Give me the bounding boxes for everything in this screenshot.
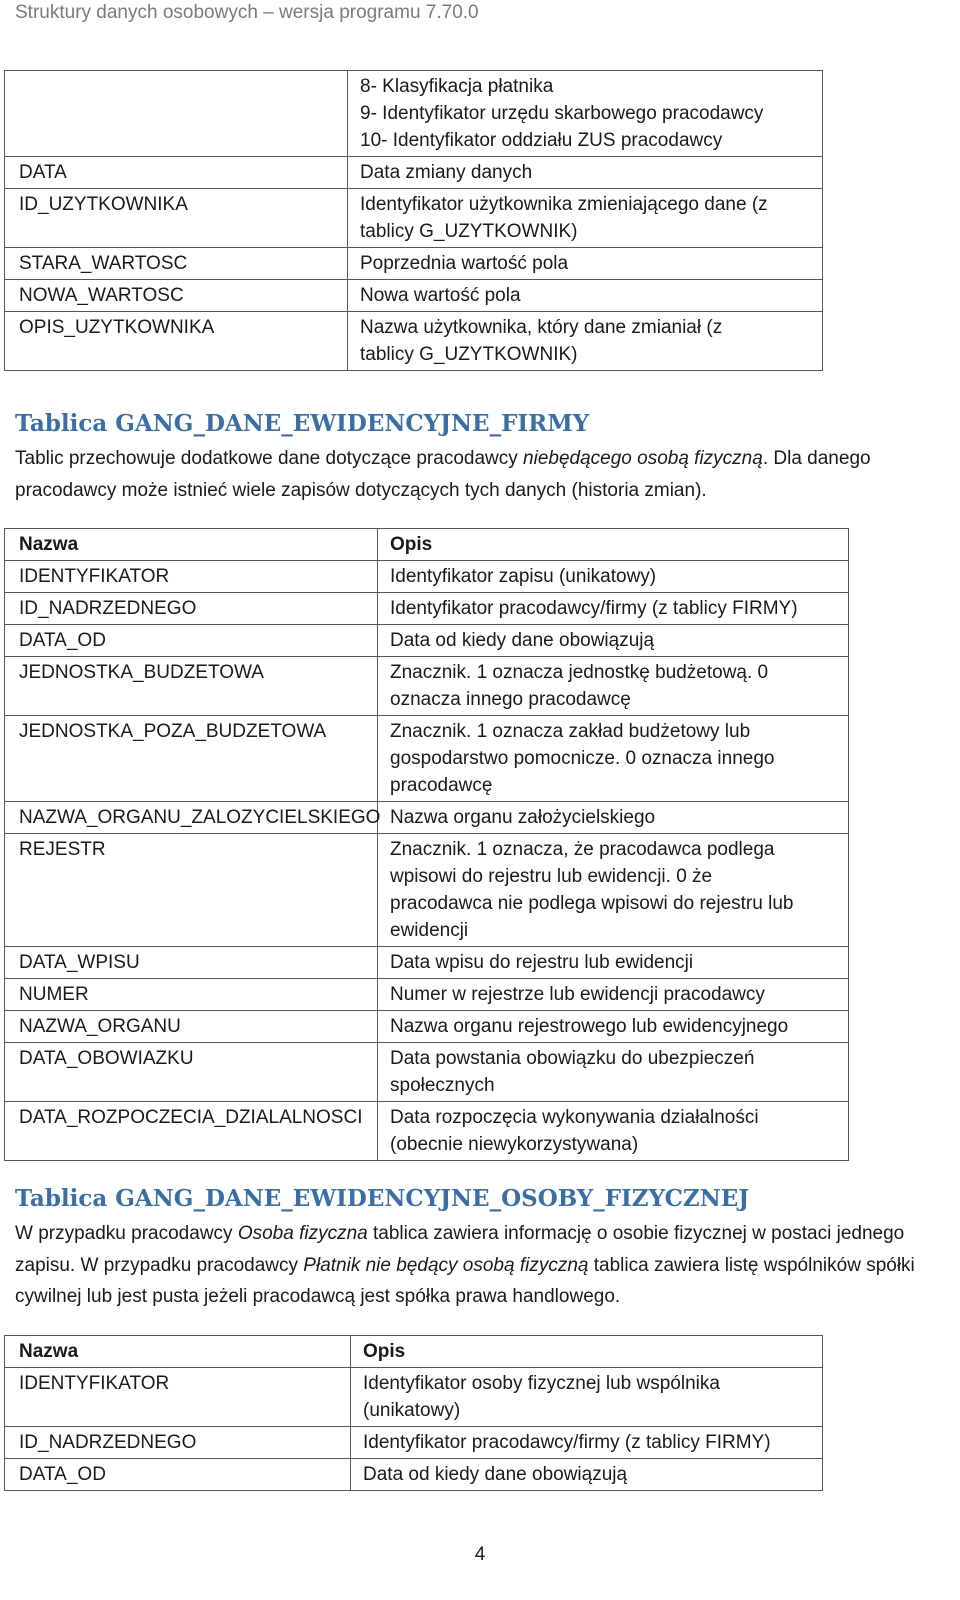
field-name-cell: NOWA_WARTOSC: [5, 280, 348, 312]
description-line: Data powstania obowiązku do ubezpieczeń: [390, 1048, 755, 1069]
description-line: Nazwa użytkownika, który dane zmianiał (z: [360, 317, 723, 338]
field-description-cell: [378, 716, 849, 802]
description-line: 9- Identyfikator urzędu skarbowego pracodawcy: [360, 103, 764, 124]
table-row: [5, 1102, 849, 1161]
table-row: [5, 1043, 849, 1102]
table-row: [5, 561, 849, 593]
column-header-desc: Opis: [378, 529, 849, 561]
section-heading-firmy: Tablica GANG_DANE_EWIDENCYJNE_FIRMY: [15, 410, 590, 437]
field-description-cell: [378, 1102, 849, 1161]
description-line: Znacznik. 1 oznacza jednostkę budżetową. 0: [390, 662, 769, 683]
description-line: Data wpisu do rejestru lub ewidencji: [390, 952, 694, 973]
field-description-cell: [378, 1011, 849, 1043]
table-row: [5, 71, 823, 157]
section-osoby-fizycznej-description: W przypadku pracodawcy Osoba fizyczna tablica zawiera informację o osobie fizycznej w postaci jednego zapisu. W przypadku pracodawcy Płatnik nie będący osobą fizyczną tablica zawiera listę wspólników spółki cywilnej lub jest pusta jeżeli pracodawcą jest spółka prawa handlowego.: [15, 1223, 915, 1307]
field-description-cell: [378, 625, 849, 657]
table-row: [5, 1459, 823, 1491]
description-line: (obecnie niewykorzystywana): [390, 1134, 639, 1155]
description-line: Identyfikator użytkownika zmieniającego dane (z: [360, 194, 768, 215]
field-name-cell: IDENTYFIKATOR: [5, 561, 378, 593]
description-line: 10- Identyfikator oddziału ZUS pracodawcy: [360, 130, 723, 151]
field-description-cell: [348, 189, 823, 248]
page-header: Struktury danych osobowych – wersja programu 7.70.0: [15, 2, 479, 23]
table-change-history: [4, 70, 823, 371]
field-name-cell: JEDNOSTKA_BUDZETOWA: [5, 657, 378, 716]
description-line: Nowa wartość pola: [360, 285, 521, 306]
table-row: [5, 248, 823, 280]
table-dane-ewidencyjne-osoby-fizycznej: [4, 1335, 823, 1491]
description-line: oznacza innego pracodawcę: [390, 689, 631, 710]
field-name-cell: [5, 71, 348, 157]
table-row: [5, 716, 849, 802]
description-line: Data od kiedy dane obowiązują: [390, 630, 655, 651]
field-name-cell: ID_UZYTKOWNIKA: [5, 189, 348, 248]
description-line: Poprzednia wartość pola: [360, 253, 569, 274]
description-line: Data od kiedy dane obowiązują: [363, 1464, 628, 1485]
field-name-cell: JEDNOSTKA_POZA_BUDZETOWA: [5, 716, 378, 802]
field-description-cell: [348, 157, 823, 189]
field-description-cell: [378, 947, 849, 979]
section-firmy-description: Tablic przechowuje dodatkowe dane dotyczące pracodawcy niebędącego osobą fizyczną. Dla danego pracodawcy może istnieć wiele zapisów dotyczących tych danych (historia zmian).: [15, 448, 871, 501]
column-header-name: Nazwa: [5, 529, 378, 561]
description-line: Znacznik. 1 oznacza zakład budżetowy lub: [390, 721, 751, 742]
table-row: [5, 1011, 849, 1043]
field-name-cell: REJESTR: [5, 834, 378, 947]
field-name-cell: DATA_WPISU: [5, 947, 378, 979]
field-name-cell: NAZWA_ORGANU: [5, 1011, 378, 1043]
field-name-cell: STARA_WARTOSC: [5, 248, 348, 280]
field-name-cell: ID_NADRZEDNEGO: [5, 593, 378, 625]
field-description-cell: [348, 312, 823, 371]
field-name-cell: DATA_ROZPOCZECIA_DZIALALNOSCI: [5, 1102, 378, 1161]
field-description-cell: [348, 248, 823, 280]
description-line: gospodarstwo pomocnicze. 0 oznacza innego: [390, 748, 775, 769]
table-row: [5, 157, 823, 189]
description-line: Nazwa organu założycielskiego: [390, 807, 656, 828]
table-row: [5, 312, 823, 371]
description-line: Identyfikator osoby fizycznej lub wspólnika: [363, 1373, 720, 1394]
table-row: [5, 1368, 823, 1427]
field-description-cell: [378, 1043, 849, 1102]
field-description-cell: [378, 979, 849, 1011]
field-name-cell: DATA_OBOWIAZKU: [5, 1043, 378, 1102]
description-line: społecznych: [390, 1075, 495, 1096]
table-dane-ewidencyjne-firmy: [4, 528, 849, 1161]
table-row: [5, 1427, 823, 1459]
description-line: tablicy G_UZYTKOWNIK): [360, 221, 578, 242]
table-row: [5, 834, 849, 947]
description-line: Identyfikator zapisu (unikatowy): [390, 566, 657, 587]
table-row: [5, 593, 849, 625]
field-description-cell: [378, 834, 849, 947]
description-line: Znacznik. 1 oznacza, że pracodawca podlega: [390, 839, 775, 860]
description-line: 8- Klasyfikacja płatnika: [360, 76, 554, 97]
field-description-cell: [348, 71, 823, 157]
table-row: [5, 189, 823, 248]
field-name-cell: DATA_OD: [5, 1459, 351, 1491]
field-name-cell: DATA: [5, 157, 348, 189]
field-name-cell: DATA_OD: [5, 625, 378, 657]
table-row: [5, 657, 849, 716]
table-row: [5, 625, 849, 657]
field-name-cell: OPIS_UZYTKOWNIKA: [5, 312, 348, 371]
table-row: [5, 802, 849, 834]
field-description-cell: [351, 1459, 823, 1491]
table-row: [5, 280, 823, 312]
table-row: [5, 979, 849, 1011]
description-line: tablicy G_UZYTKOWNIK): [360, 344, 578, 365]
description-line: wpisowi do rejestru lub ewidencji. 0 że: [390, 866, 713, 887]
field-description-cell: [378, 561, 849, 593]
field-description-cell: [378, 657, 849, 716]
description-line: Identyfikator pracodawcy/firmy (z tablicy FIRMY): [363, 1432, 771, 1453]
table-row: [5, 947, 849, 979]
section-heading-osoby-fizycznej: Tablica GANG_DANE_EWIDENCYJNE_OSOBY_FIZYCZNEJ: [15, 1185, 750, 1212]
field-description-cell: [351, 1368, 823, 1427]
description-line: Numer w rejestrze lub ewidencji pracodawcy: [390, 984, 765, 1005]
field-description-cell: [348, 280, 823, 312]
field-description-cell: [351, 1427, 823, 1459]
field-name-cell: IDENTYFIKATOR: [5, 1368, 351, 1427]
description-line: Data zmiany danych: [360, 162, 533, 183]
field-description-cell: [378, 593, 849, 625]
description-line: Identyfikator pracodawcy/firmy (z tablicy FIRMY): [390, 598, 798, 619]
description-line: Nazwa organu rejestrowego lub ewidencyjnego: [390, 1016, 789, 1037]
column-header-name: Nazwa: [5, 1336, 351, 1368]
field-description-cell: [378, 802, 849, 834]
field-name-cell: NUMER: [5, 979, 378, 1011]
table-header-row: [5, 529, 849, 561]
description-line: pracodawcę: [390, 775, 493, 796]
table-header-row: [5, 1336, 823, 1368]
description-line: ewidencji: [390, 920, 469, 941]
field-name-cell: ID_NADRZEDNEGO: [5, 1427, 351, 1459]
page-number: 4: [474, 1544, 486, 1565]
description-line: Data rozpoczęcia wykonywania działalności: [390, 1107, 759, 1128]
description-line: pracodawca nie podlega wpisowi do rejestru lub: [390, 893, 794, 914]
field-name-cell: NAZWA_ORGANU_ZALOZYCIELSKIEGO: [5, 802, 378, 834]
column-header-desc: Opis: [351, 1336, 823, 1368]
description-line: (unikatowy): [363, 1400, 461, 1421]
